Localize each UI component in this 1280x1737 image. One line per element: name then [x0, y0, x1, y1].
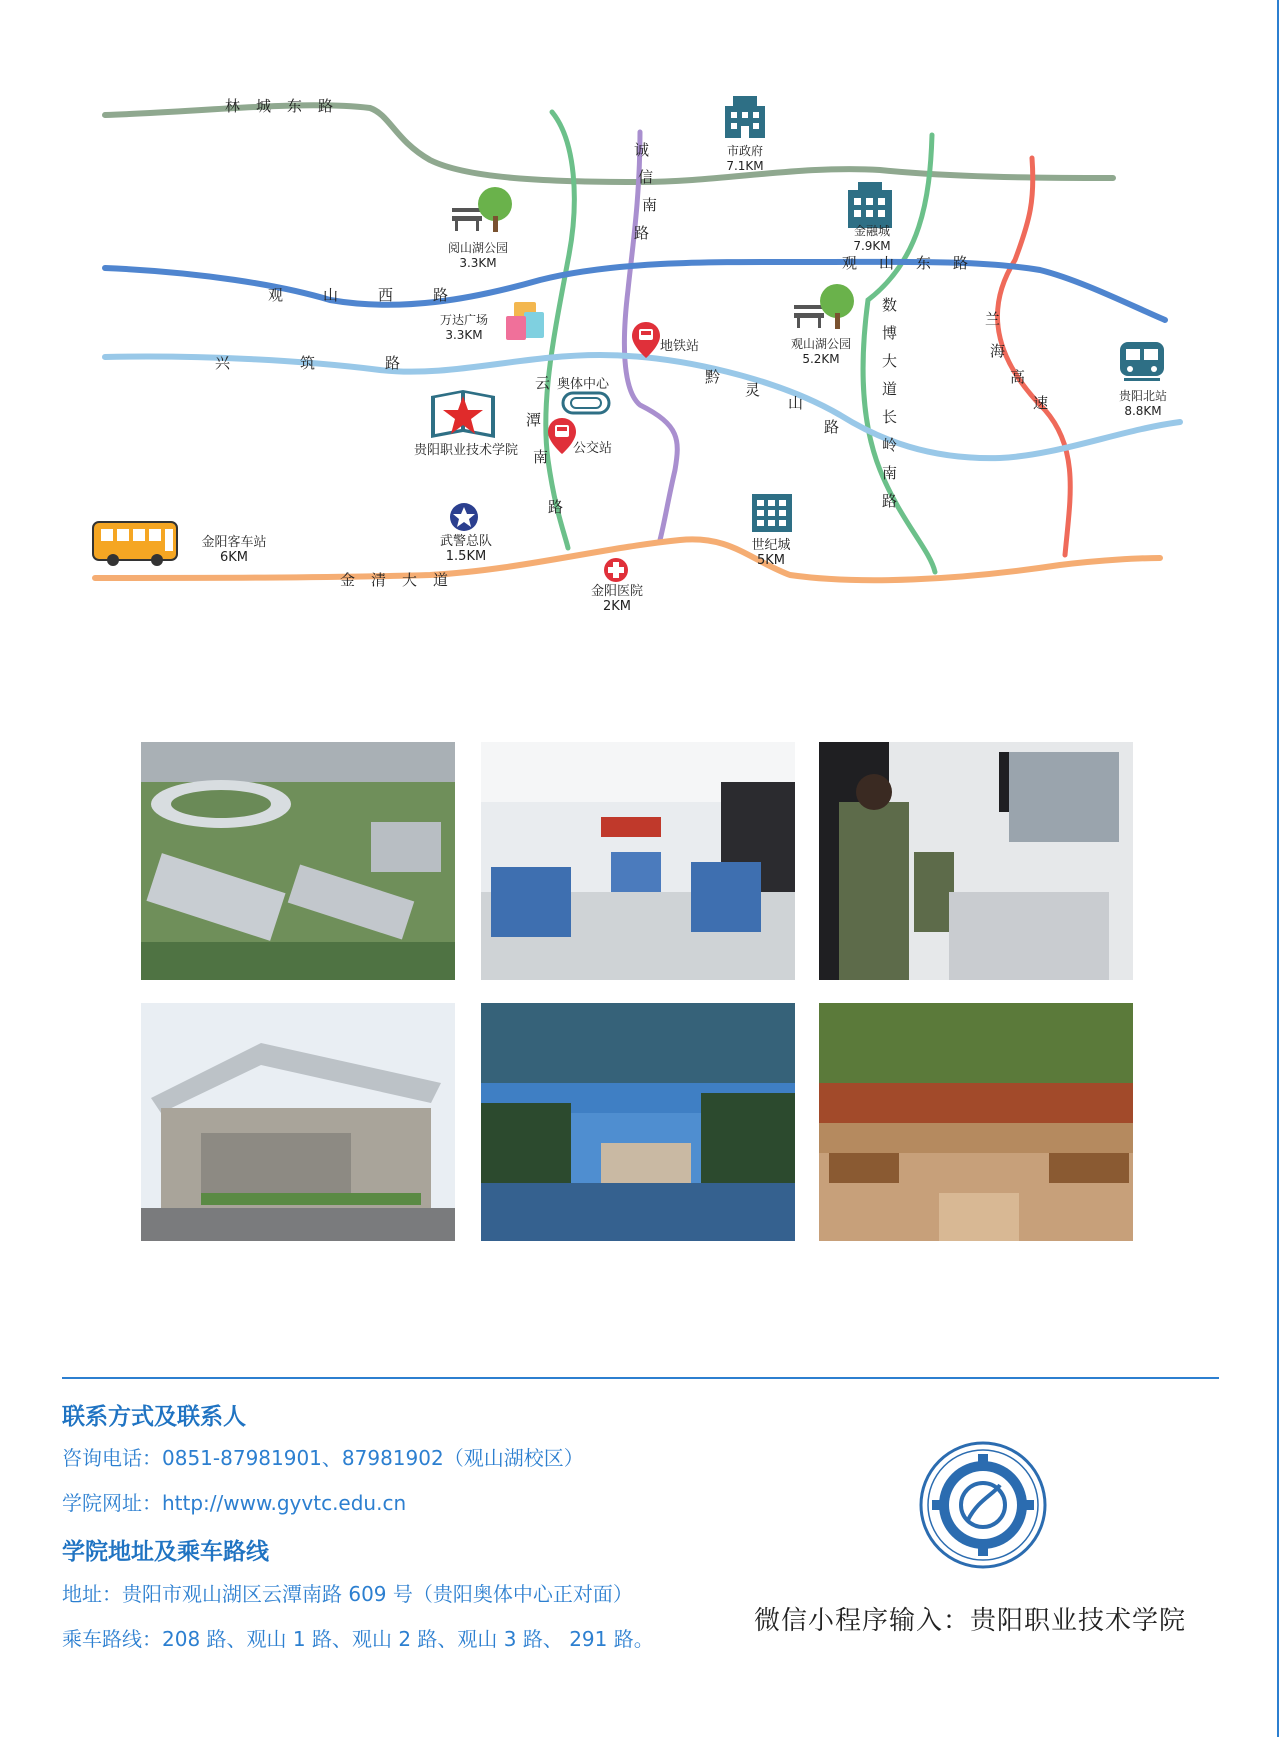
location-map: [0, 0, 1280, 650]
bus-stop-name: 公交站: [573, 441, 613, 456]
wechat-mini-program-text: 微信小程序输入：贵阳职业技术学院: [754, 1606, 1187, 1636]
hospital-name: 金阳医院: [590, 584, 644, 599]
photo-canteen: [819, 1003, 1133, 1241]
college-name: 贵阳职业技术学院: [413, 443, 519, 458]
svg-text:路: 路: [548, 498, 564, 516]
road-lanhai: [997, 158, 1070, 555]
photo-training-lab: [481, 742, 795, 980]
jinyang-bus-distance: 6KM: [219, 550, 249, 565]
north-station-distance: 8.8KM: [1124, 404, 1162, 418]
svg-text:信: 信: [638, 168, 654, 186]
century-city-distance: 5KM: [756, 553, 786, 568]
college-book-icon: [431, 390, 495, 438]
century-city-icon: [752, 494, 792, 532]
guanshan-park-icon: [794, 284, 854, 329]
wanda-distance: 3.3KM: [445, 328, 483, 342]
olympic-center-name: 奥体中心: [557, 377, 610, 392]
guanshan-park-name: 观山湖公园: [790, 337, 852, 351]
photo-campus-aerial: [141, 742, 455, 980]
road-label-jinqing: 金清大道: [340, 571, 465, 589]
north-station-name: 贵阳北站: [1118, 389, 1168, 403]
subway-name: 地铁站: [660, 339, 700, 354]
road-lincheng: [105, 105, 1113, 182]
shopping-bags-icon: [506, 302, 544, 340]
road-label-shubo: [882, 296, 897, 510]
city-hall-distance: 7.1KM: [726, 159, 764, 173]
armed-police-icon: [450, 503, 478, 531]
college-logo-seal: [918, 1440, 1048, 1570]
yueshan-park-name: 阅山湖公园: [447, 241, 509, 255]
photo-students-workshop: [819, 742, 1133, 980]
city-hall-icon: [725, 96, 765, 138]
footer-divider: [62, 1377, 1219, 1379]
svg-text:路: 路: [824, 418, 840, 436]
city-hall-name: 市政府: [726, 144, 764, 158]
century-city-name: 世纪城: [751, 538, 791, 553]
address-line: 地址：贵阳市观山湖区云潭南路 609 号（贵阳奥体中心正对面）: [62, 1582, 633, 1606]
svg-text:路: 路: [882, 492, 898, 510]
svg-text:潭: 潭: [526, 411, 542, 429]
finance-city-name: 金融城: [853, 224, 891, 238]
train-icon: [1120, 342, 1164, 381]
armed-police-name: 武警总队: [439, 534, 493, 549]
svg-text:诚: 诚: [634, 141, 650, 159]
svg-text:山: 山: [788, 394, 804, 412]
website-line[interactable]: 学院网址：http://www.gyvtc.edu.cn: [62, 1491, 407, 1515]
road-label-lanhai: [985, 310, 1048, 412]
olympic-center-icon: [563, 393, 609, 413]
svg-text:大: 大: [882, 352, 898, 370]
road-label-lincheng: 林城东路: [225, 97, 350, 115]
svg-text:岭: 岭: [882, 436, 898, 454]
yueshan-park-distance: 3.3KM: [459, 256, 497, 270]
address-heading: 学院地址及乘车路线: [62, 1539, 269, 1565]
photo-lake-willow: [481, 1003, 795, 1241]
wanda-name: 万达广场: [439, 313, 489, 327]
road-label-xingzhu: 兴筑路: [215, 354, 471, 372]
coach-bus-icon: [93, 522, 177, 566]
finance-city-icon: [848, 182, 892, 228]
bus-stop-pin-icon: [548, 418, 576, 454]
svg-text:黔: 黔: [705, 368, 721, 386]
guanshan-park-distance: 5.2KM: [802, 352, 840, 366]
svg-text:数: 数: [882, 296, 898, 314]
bus-routes-line: 乘车路线：208 路、观山 1 路、观山 2 路、观山 3 路、 291 路。: [62, 1627, 654, 1651]
hospital-distance: 2KM: [602, 599, 632, 614]
jinyang-bus-name: 金阳客车站: [201, 535, 267, 550]
subway-pin-icon: [632, 322, 660, 358]
svg-text:速: 速: [1033, 394, 1049, 412]
svg-text:博: 博: [882, 324, 898, 342]
photo-library-building: [141, 1003, 455, 1241]
armed-police-distance: 1.5KM: [445, 549, 487, 564]
phone-line: 咨询电话：0851-87981901、87981902（观山湖校区）: [62, 1446, 584, 1470]
svg-text:云: 云: [535, 374, 551, 392]
road-label-guanshan-east: 观山东路: [842, 254, 991, 272]
svg-text:高: 高: [1010, 368, 1026, 386]
svg-text:兰: 兰: [985, 310, 1001, 328]
svg-text:海: 海: [990, 342, 1006, 360]
svg-text:南: 南: [642, 196, 658, 214]
road-label-guanshan-west: 观山西路: [268, 286, 489, 304]
finance-city-distance: 7.9KM: [853, 239, 891, 253]
road-guanshan: [105, 262, 1165, 320]
hospital-icon: [604, 558, 628, 582]
svg-text:道: 道: [882, 380, 898, 398]
svg-text:灵: 灵: [745, 381, 761, 399]
contact-heading: 联系方式及联系人: [62, 1404, 246, 1430]
svg-text:长: 长: [882, 408, 898, 426]
svg-text:路: 路: [634, 224, 650, 242]
svg-text:南: 南: [533, 448, 549, 466]
yueshan-park-icon: [452, 187, 512, 232]
svg-text:南: 南: [882, 464, 898, 482]
